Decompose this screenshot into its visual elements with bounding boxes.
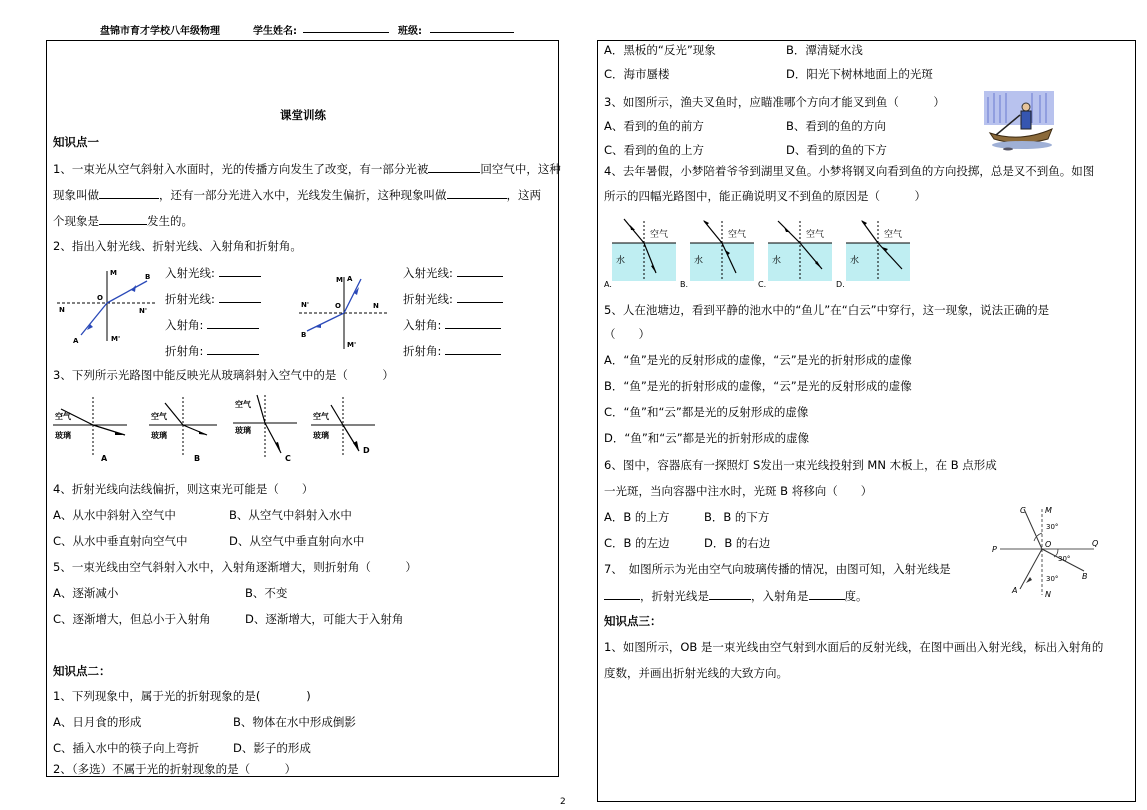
q2-fig2-refraction-angle-label: 折射角: bbox=[403, 344, 442, 358]
q2-fig2-refraction-angle bbox=[403, 343, 501, 358]
r6-line1: 6、图中，容器底有一探照灯 S发出一束光线投射到 MN 木板上，在 B 点形成 bbox=[604, 458, 997, 472]
r3-option-d[interactable]: D、看到的鱼的下方 bbox=[786, 143, 887, 157]
r1-option-d[interactable]: D．阳光下树林地面上的光斑 bbox=[786, 67, 933, 81]
r4-option-d: D. bbox=[836, 280, 845, 289]
r6-option-c[interactable]: C．B 的左边 bbox=[604, 536, 670, 550]
r1-option-b[interactable]: B．潭清疑水浅 bbox=[786, 43, 863, 57]
fig7-angle-right: 30° bbox=[1058, 555, 1071, 563]
r3-option-a[interactable]: A、看到的鱼的前方 bbox=[604, 119, 704, 133]
q5-option-b[interactable]: B、不变 bbox=[245, 586, 288, 600]
q3-c-glass: 玻璃 bbox=[235, 426, 251, 435]
r4-c-water: 水 bbox=[772, 256, 782, 266]
fig7-label-M: M bbox=[1045, 506, 1052, 515]
fig1-label-M: M bbox=[110, 269, 117, 277]
q3-option-b: B bbox=[194, 454, 201, 463]
r4-a-water: 水 bbox=[616, 256, 626, 266]
r4-diagram-d bbox=[836, 220, 910, 289]
r5-option-d[interactable]: D．“鱼”和“云”都是光的折射形成的虚像 bbox=[604, 431, 810, 445]
q3-diagram-d bbox=[311, 397, 375, 457]
r4-option-b: B. bbox=[680, 280, 689, 289]
left-column bbox=[46, 40, 559, 777]
r5-option-b[interactable]: B．“鱼”是光的折射形成的虚像，“云”是光的反射形成的虚像 bbox=[604, 379, 912, 393]
k2-q2-text: 2、（多选）不属于光的折射现象的是（ ） bbox=[53, 762, 297, 776]
q1-line2-text-a: 现象叫做 bbox=[53, 188, 99, 202]
q1-blank-3[interactable] bbox=[447, 187, 507, 199]
q2-fig2-incident-ray-blank[interactable] bbox=[457, 265, 503, 277]
q5-option-c[interactable]: C、逐渐增大，但总小于入射角 bbox=[53, 612, 211, 626]
q2-fig2-incident-ray-label: 入射光线: bbox=[403, 266, 453, 280]
q2-fig1-refracted-ray bbox=[165, 291, 261, 306]
q3-option-c: C bbox=[285, 454, 291, 463]
r4-b-water: 水 bbox=[694, 256, 704, 266]
k2-q1-option-b[interactable]: B、物体在水中形成倒影 bbox=[233, 715, 356, 729]
r6-option-d[interactable]: D．B 的右边 bbox=[704, 536, 771, 550]
r4-a-air: 空气 bbox=[650, 230, 669, 240]
q3-diagram-a bbox=[53, 397, 127, 463]
q1-line3-text-b: 发生的。 bbox=[147, 214, 193, 228]
k2-q1-option-c[interactable]: C、插入水中的筷子向上弯折 bbox=[53, 741, 200, 755]
fig7-label-N: N bbox=[1045, 590, 1051, 599]
r4-c-air: 空气 bbox=[806, 230, 825, 240]
q5-option-a[interactable]: A、逐渐减小 bbox=[53, 586, 119, 600]
fig7-label-Q: Q bbox=[1092, 539, 1099, 548]
q2-fig2-incident-ray bbox=[403, 265, 503, 280]
fig1-label-Nprime: N' bbox=[139, 307, 148, 315]
class-label: 班级: bbox=[398, 26, 422, 37]
k3-line1: 1、如图所示，OB 是一束光线由空气射到水面后的反射光线，在图中画出入射光线，标出入射角的 bbox=[604, 640, 1104, 654]
q1-blank-1[interactable] bbox=[428, 161, 480, 173]
q2-fig1-incident-ray-label: 入射光线: bbox=[165, 266, 215, 280]
student-name-blank[interactable] bbox=[303, 22, 389, 33]
r7-figure bbox=[990, 503, 1102, 599]
fig7-label-O: O bbox=[1045, 540, 1052, 549]
q2-fig1-incident-angle-blank[interactable] bbox=[207, 317, 259, 329]
fig2-label-O: O bbox=[335, 302, 341, 310]
r7-blank-angle[interactable] bbox=[809, 588, 845, 600]
r5-line1: 5、人在池塘边，看到平静的池水中的“鱼儿”在“白云”中穿行，这一现象，说法正确的是 bbox=[604, 303, 1050, 317]
q2-fig2-refracted-ray-label: 折射光线: bbox=[403, 292, 453, 306]
fisherman-illustration bbox=[982, 89, 1058, 151]
q1-blank-2[interactable] bbox=[99, 187, 159, 199]
fig7-label-C: C bbox=[1020, 506, 1026, 515]
r4-line1: 4、去年暑假，小梦陪着爷爷到湖里叉鱼。小梦将钢叉向看到鱼的方向投掷，总是叉不到鱼。如图 bbox=[604, 164, 1095, 178]
q4-option-d[interactable]: D、从空气中垂直射向水中 bbox=[229, 534, 365, 548]
q1-line2-text-c: ，这两 bbox=[506, 188, 541, 202]
q2-fig1-incident-ray bbox=[165, 265, 261, 280]
q2-fig1-incident-angle bbox=[165, 317, 259, 332]
r7-line2-text-a: ，折射光线是 bbox=[640, 589, 709, 603]
q2-fig1-incident-angle-label: 入射角: bbox=[165, 318, 204, 332]
q3-d-air: 空气 bbox=[313, 412, 329, 421]
q3-option-a: A bbox=[101, 454, 108, 463]
q2-fig2-refracted-ray-blank[interactable] bbox=[457, 291, 503, 303]
fig2-label-A: A bbox=[347, 275, 353, 283]
q2-fig2-refracted-ray bbox=[403, 291, 503, 306]
fig1-label-B: B bbox=[145, 273, 151, 281]
fig1-label-A: A bbox=[73, 337, 79, 345]
q2-figure-1 bbox=[57, 263, 167, 353]
r3-option-b[interactable]: B、看到的鱼的方向 bbox=[786, 119, 886, 133]
r7-blank-incident[interactable] bbox=[604, 588, 640, 600]
q3-figures bbox=[53, 395, 383, 467]
q4-option-b[interactable]: B、从空气中斜射入水中 bbox=[229, 508, 352, 522]
q2-fig1-refraction-angle bbox=[165, 343, 259, 358]
q1-line3 bbox=[53, 213, 193, 228]
r3-option-c[interactable]: C、看到的鱼的上方 bbox=[604, 143, 705, 157]
r5-option-a[interactable]: A．“鱼”是光的反射形成的虚像，“云”是光的折射形成的虚像 bbox=[604, 353, 912, 367]
q3-text: 3、下列所示光路图中能反映光从玻璃斜射入空气中的是（ ） bbox=[53, 368, 394, 382]
q3-option-d: D bbox=[363, 446, 370, 455]
fig7-label-A: A bbox=[1012, 586, 1018, 595]
r4-diagram-a bbox=[604, 219, 676, 289]
fig7-angle-bottom: 30° bbox=[1046, 575, 1059, 583]
q1-line3-text-a: 个现象是 bbox=[53, 214, 99, 228]
fig2-label-N: N bbox=[373, 302, 379, 310]
r7-line2 bbox=[604, 588, 868, 603]
q3-d-glass: 玻璃 bbox=[313, 431, 329, 440]
fig7-angle-top: 30° bbox=[1046, 523, 1059, 531]
fig2-label-Mprime: M' bbox=[347, 341, 357, 349]
fig1-label-O: O bbox=[97, 294, 103, 302]
student-name-label bbox=[253, 22, 297, 37]
r1-option-c[interactable]: C．海市蜃楼 bbox=[604, 67, 670, 81]
r4-figures bbox=[604, 213, 914, 289]
q1-line2 bbox=[53, 187, 541, 202]
r4-diagram-c bbox=[758, 221, 832, 289]
fig2-label-Nprime: N' bbox=[301, 301, 310, 309]
q2-fig1-refracted-ray-blank[interactable] bbox=[219, 291, 261, 303]
q5-option-d[interactable]: D、逐渐增大，可能大于入射角 bbox=[245, 612, 404, 626]
q3-diagram-b bbox=[149, 397, 217, 463]
q1-line1 bbox=[53, 161, 561, 176]
q2-fig2-incident-angle-blank[interactable] bbox=[445, 317, 501, 329]
right-column bbox=[597, 40, 1136, 802]
name-label-text: 学生姓名: bbox=[253, 26, 297, 37]
r4-option-c: C. bbox=[758, 280, 767, 289]
k2-q1-option-d[interactable]: D、影子的形成 bbox=[233, 741, 311, 755]
school-subject: 盘锦市育才学校八年级物理 bbox=[100, 26, 220, 37]
fig2-label-M: M bbox=[336, 276, 343, 284]
q3-c-air: 空气 bbox=[235, 400, 251, 409]
q3-b-air: 空气 bbox=[151, 412, 167, 421]
section-title: 课堂训练 bbox=[280, 108, 326, 122]
q2-fig2-incident-angle bbox=[403, 317, 501, 332]
q1-line1-text-a: 1、一束光从空气斜射入水面时，光的传播方向发生了改变，有一部分光被 bbox=[53, 162, 429, 176]
r7-line2-text-b: ，入射角是 bbox=[751, 589, 809, 603]
q5-text: 5、一束光线由空气斜射入水中，入射角逐渐增大，则折射角（ ） bbox=[53, 560, 417, 574]
q3-a-air: 空气 bbox=[55, 412, 71, 421]
knowledge-point-2: 知识点二： bbox=[53, 664, 111, 678]
q1-line1-text-b: 回空气中，这种 bbox=[480, 162, 561, 176]
q4-option-c[interactable]: C、从水中垂直射向空气中 bbox=[53, 534, 188, 548]
q3-a-glass: 玻璃 bbox=[55, 431, 71, 440]
page-number: 2 bbox=[560, 797, 566, 807]
q2-text: 2、指出入射光线、折射光线、入射角和折射角。 bbox=[53, 239, 302, 253]
fig7-label-B: B bbox=[1082, 572, 1088, 581]
r4-b-air: 空气 bbox=[728, 230, 747, 240]
fig1-label-Mprime: M' bbox=[111, 335, 121, 343]
q1-blank-4[interactable] bbox=[99, 213, 147, 225]
r4-option-a: A. bbox=[604, 280, 612, 289]
r1-option-a[interactable]: A．黑板的“反光”现象 bbox=[604, 43, 716, 57]
k2-q1-option-a[interactable]: A、日月食的形成 bbox=[53, 715, 142, 729]
q4-option-a[interactable]: A、从水中斜射入空气中 bbox=[53, 508, 176, 522]
r6-line2: 一光斑，当向容器中注水时，光斑 B 将移向（ ） bbox=[604, 484, 873, 498]
q2-fig2-refraction-angle-blank[interactable] bbox=[445, 343, 501, 355]
r3-text: 3、如图所示，渔夫叉鱼时，应瞄准哪个方向才能叉到鱼（ ） bbox=[604, 95, 945, 109]
r7-line1: 7、 如图所示为光由空气向玻璃传播的情况，由图可知，入射光线是 bbox=[604, 562, 951, 576]
q2-fig1-refracted-ray-label: 折射光线: bbox=[165, 292, 215, 306]
r6-option-b[interactable]: B．B 的下方 bbox=[704, 510, 770, 524]
q3-diagram-c bbox=[233, 395, 297, 463]
q2-fig1-incident-ray-blank[interactable] bbox=[219, 265, 261, 277]
k3-line2: 度数，并画出折射光线的大致方向。 bbox=[604, 666, 788, 680]
r7-blank-refracted[interactable] bbox=[709, 588, 751, 600]
k2-q1-text: 1、下列现象中，属于光的折射现象的是( ) bbox=[53, 689, 311, 703]
q2-fig1-refraction-angle-blank[interactable] bbox=[207, 343, 259, 355]
r4-d-water: 水 bbox=[850, 256, 860, 266]
r4-diagram-b bbox=[680, 220, 754, 289]
knowledge-point-3: 知识点三： bbox=[604, 614, 662, 628]
q1-line2-text-b: ，还有一部分光进入水中，光线发生偏折，这种现象叫做 bbox=[159, 188, 447, 202]
fig1-label-N: N bbox=[59, 306, 65, 314]
fig2-label-B: B bbox=[301, 331, 307, 339]
knowledge-point-1: 知识点一 bbox=[53, 135, 99, 149]
r4-line2: 所示的四幅光路图中，能正确说明叉不到鱼的原因是（ ） bbox=[604, 189, 926, 203]
r4-d-air: 空气 bbox=[884, 230, 903, 240]
q2-fig1-refraction-angle-label: 折射角: bbox=[165, 344, 204, 358]
fig7-label-P: P bbox=[992, 545, 997, 554]
r5-line2: （ ） bbox=[604, 327, 650, 341]
r5-option-c[interactable]: C．“鱼”和“云”都是光的反射形成的虚像 bbox=[604, 405, 809, 419]
class-blank[interactable] bbox=[430, 22, 514, 33]
r6-option-a[interactable]: A．B 的上方 bbox=[604, 510, 670, 524]
q3-b-glass: 玻璃 bbox=[151, 431, 167, 440]
q4-text: 4、折射光线向法线偏折，则这束光可能是（ ） bbox=[53, 482, 314, 496]
q2-figure-2 bbox=[299, 273, 399, 353]
q2-fig2-incident-angle-label: 入射角: bbox=[403, 318, 442, 332]
r7-line2-text-c: 度。 bbox=[844, 589, 868, 603]
